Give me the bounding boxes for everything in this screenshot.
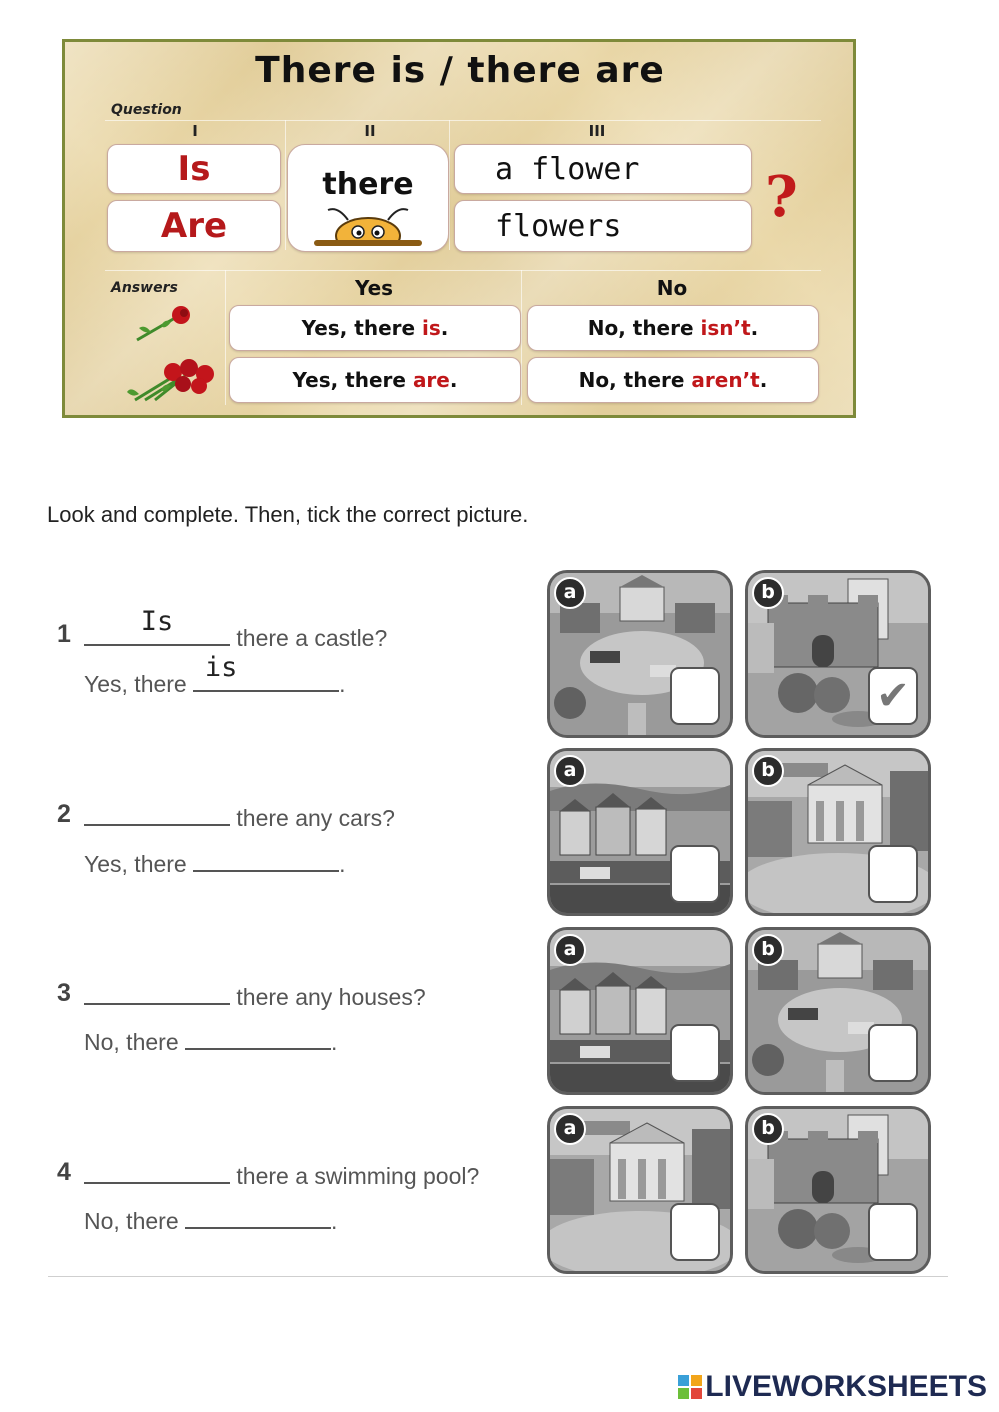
picture-museum-square[interactable] [547,1106,733,1274]
option-letter-b: b [752,577,784,609]
brand-logo [678,1370,987,1404]
question-word-is: Is [177,149,211,189]
answer-3-line [84,1024,337,1056]
question-word-are: Are [160,206,228,246]
instruction: Look and complete. Then, tick the correct picture. [47,502,529,527]
tick-box-q2-a[interactable] [670,845,720,903]
question-number: 3 [57,979,71,1007]
answer-verb: is [422,316,441,340]
answer-4-blank[interactable] [185,1203,331,1229]
question-word-are-box [107,200,281,252]
answer-verb: aren’t [691,368,760,392]
grid-line [105,270,821,271]
no-header: No [656,276,688,300]
picture-town-square[interactable] [745,927,931,1095]
tick-mark: ✔ [876,673,910,719]
answer-3-blank[interactable] [185,1024,331,1050]
grid-line [225,270,226,405]
answer-prefix: Yes, there [84,851,187,877]
noun-singular-box [454,144,752,194]
divider [48,1276,948,1277]
answer-verb: isn’t [700,316,751,340]
option-letter-a: a [554,1113,586,1145]
question-4-blank[interactable] [84,1158,230,1184]
answer-prefix: No, there [84,1029,179,1055]
column-numeral-2: II [364,122,376,140]
yes-header: Yes [354,276,394,300]
question-text: there any houses? [236,984,426,1010]
answer-no-plural [527,357,819,403]
answer-verb: are [412,368,450,392]
question-number: 1 [57,620,71,648]
tick-box-q3-b[interactable] [868,1024,918,1082]
option-letter-a: a [554,577,586,609]
single-rose-icon [131,304,201,344]
question-2-blank[interactable] [84,800,230,826]
brand-name: LIVEWORKSHEETS [705,1370,987,1403]
noun-plural-box [454,200,752,252]
column-numeral-1: I [192,122,198,140]
answer-text: Yes, there [301,316,423,340]
tick-box-q1-b[interactable] [868,667,918,725]
period: . [339,671,346,697]
tick-box-q4-b[interactable] [868,1203,918,1261]
noun-plural: flowers [495,208,622,244]
question-4-line [84,1158,479,1190]
answer-text: No, there [587,316,701,340]
answer-prefix: No, there [84,1208,179,1234]
answer-period: . [440,316,449,340]
picture-houses[interactable] [547,748,733,916]
answer-1-blank[interactable] [193,652,339,692]
answer-period: . [449,368,458,392]
question-text: there a swimming pool? [236,1163,480,1189]
picture-town-square[interactable] [547,570,733,738]
question-text: there a castle? [236,625,388,651]
picture-castle[interactable] [745,570,931,738]
rose-bouquet-icon [125,354,221,404]
noun-singular: a flower [495,151,640,187]
tick-box-q3-a[interactable] [670,1024,720,1082]
handwritten-answer: is [204,652,238,683]
question-number: 4 [57,1158,71,1186]
question-2-line [84,800,395,832]
tick-box-q2-b[interactable] [868,845,918,903]
grid-line [285,120,286,250]
question-text: there any cars? [236,805,395,831]
question-3-blank[interactable] [84,979,230,1005]
grid-line [449,120,450,250]
option-letter-b: b [752,1113,784,1145]
column-numeral-3: III [588,122,606,140]
answer-period: . [750,316,759,340]
answer-4-line [84,1203,337,1235]
answer-no-singular [527,305,819,351]
question-word-is-box [107,144,281,194]
picture-houses[interactable] [547,927,733,1095]
question-number: 2 [57,800,71,828]
grid-line [105,120,821,121]
answer-1-line [84,652,346,698]
option-letter-a: a [554,755,586,787]
question-1-blank[interactable] [84,606,230,646]
answer-text: No, there [578,368,692,392]
question-1-line [84,606,388,652]
grid-line [521,270,522,405]
bee-icon [308,202,428,246]
option-letter-b: b [752,755,784,787]
option-letter-b: b [752,934,784,966]
poster-title: There is / there are [255,50,665,91]
answers-label: Answers [111,280,178,296]
brand-logo-icon [678,1375,702,1399]
answer-prefix: Yes, there [84,671,187,697]
period: . [331,1029,338,1055]
picture-castle[interactable] [745,1106,931,1274]
question-mark: ? [765,164,798,230]
handwritten-answer: Is [140,606,174,637]
period: . [339,851,346,877]
answer-2-line [84,846,346,878]
tick-box-q4-a[interactable] [670,1203,720,1261]
there-word: there [322,167,414,202]
picture-museum-square[interactable] [745,748,931,916]
answer-text: Yes, there [292,368,413,392]
question-label: Question [111,102,182,118]
answer-2-blank[interactable] [193,846,339,872]
option-letter-a: a [554,934,586,966]
grammar-poster [62,39,856,418]
answer-period: . [759,368,768,392]
question-3-line [84,979,426,1011]
answer-yes-plural [229,357,521,403]
there-box [287,144,449,252]
answer-yes-singular [229,305,521,351]
period: . [331,1208,338,1234]
tick-box-q1-a[interactable] [670,667,720,725]
